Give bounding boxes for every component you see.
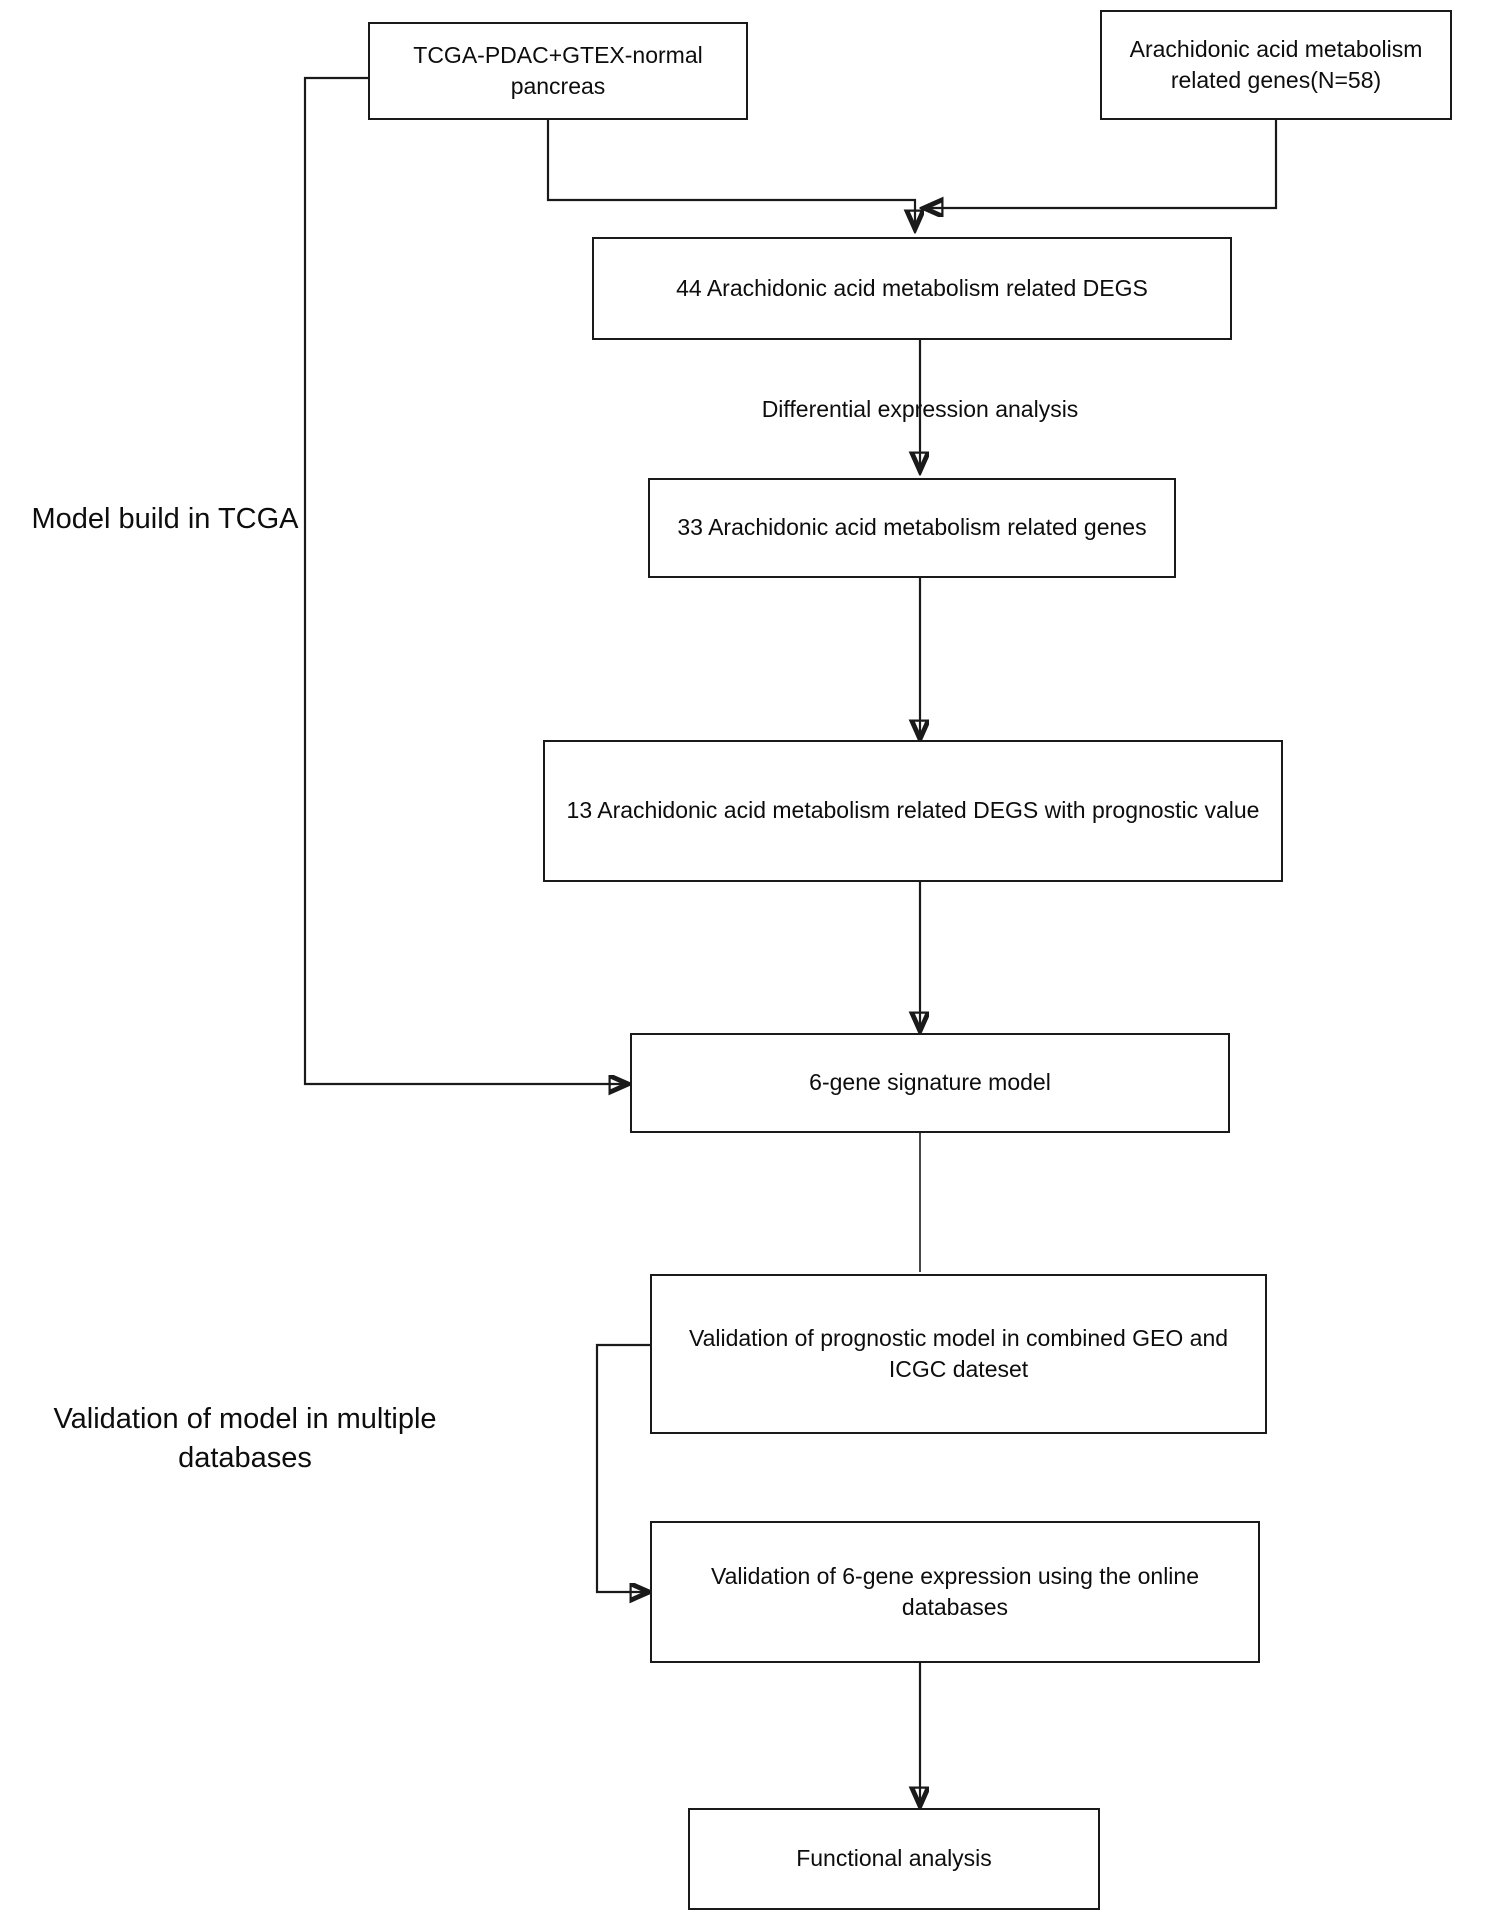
node-validation-online-label: Validation of 6-gene expression using the online databases xyxy=(710,1562,1200,1620)
node-degs-13-label: 13 Arachidonic acid metabolism related DEGS with prognostic value xyxy=(566,797,1260,824)
node-validation-geo-icgc-label: Validation of prognostic model in combined GEO and ICGC dateset xyxy=(688,1324,1229,1382)
node-aa-genes-label: Arachidonic acid metabolism related genes(N=58) xyxy=(1129,35,1423,93)
node-degs-44-label: 44 Arachidonic acid metabolism related DEGS xyxy=(676,274,1148,301)
connector-aagenes-to-degs44 xyxy=(925,120,1276,208)
node-aa-genes[interactable] xyxy=(1100,10,1452,120)
node-functional-analysis-label: Functional analysis xyxy=(796,1845,992,1872)
node-degs-13[interactable] xyxy=(543,740,1283,882)
node-tcga-gtex-label: TCGA-PDAC+GTEX-normal pancreas xyxy=(413,41,703,99)
side-label-model-build-text: Model build in TCGA xyxy=(31,503,299,535)
node-validation-geo-icgc[interactable] xyxy=(650,1274,1267,1434)
node-genes-33-label: 33 Arachidonic acid metabolism related genes xyxy=(677,514,1147,541)
connector-validation-to-online xyxy=(597,1345,654,1592)
node-functional-analysis[interactable] xyxy=(688,1808,1100,1910)
connector-tcga-to-model xyxy=(305,78,627,1084)
side-label-model-build xyxy=(20,500,310,539)
node-tcga-gtex[interactable] xyxy=(368,22,748,120)
edge-label-differential-expression-text: Differential expression analysis xyxy=(761,396,1079,422)
connector-tcga-to-degs44 xyxy=(548,120,915,228)
edge-label-differential-expression xyxy=(700,395,1140,425)
node-signature-model[interactable] xyxy=(630,1033,1230,1133)
node-degs-44[interactable] xyxy=(592,237,1232,340)
node-genes-33[interactable] xyxy=(648,478,1176,578)
node-signature-model-label: 6-gene signature model xyxy=(809,1069,1051,1096)
side-label-validation xyxy=(0,1400,490,1478)
node-validation-online[interactable] xyxy=(650,1521,1260,1663)
side-label-validation-text: Validation of model in multiple databases xyxy=(53,1403,437,1475)
